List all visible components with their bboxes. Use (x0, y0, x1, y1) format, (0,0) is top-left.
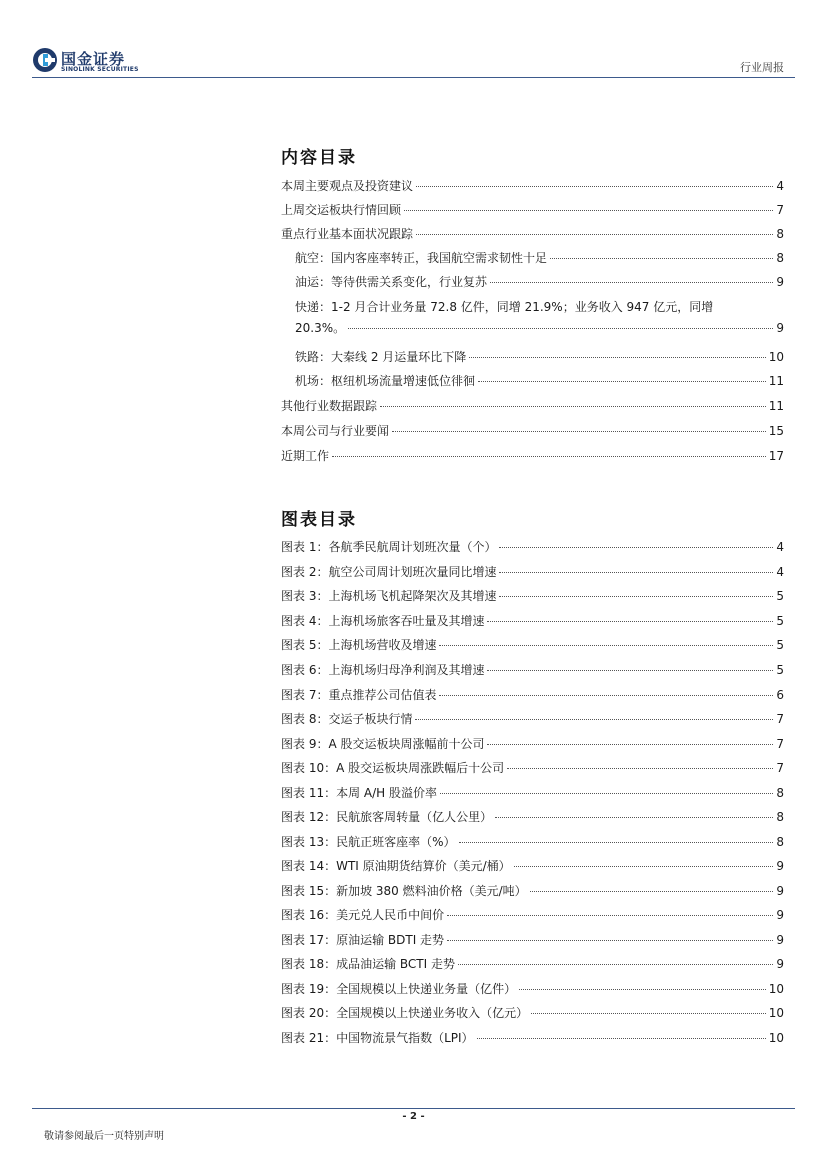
contents-title: 内容目录 (281, 148, 357, 168)
leader-dots (514, 866, 774, 867)
figure-entry[interactable] (281, 660, 784, 680)
toc-entry-page: 9 (776, 321, 784, 335)
figure-entry-page: 9 (776, 933, 784, 947)
toc-entry[interactable] (281, 176, 784, 196)
toc-subentry[interactable] (295, 347, 784, 367)
figure-entry-label: 图表 3：上海机场飞机起降架次及其增速 (281, 589, 497, 603)
leader-dots (440, 793, 773, 794)
figure-entry-page: 8 (776, 810, 784, 824)
figure-entry-label: 图表 4：上海机场旅客吞吐量及其增速 (281, 614, 485, 628)
figure-entry-label: 图表 2：航空公司周计划班次量同比增速 (281, 565, 497, 579)
toc-entry-page: 10 (768, 350, 784, 364)
toc-entry-label: 机场：枢纽机场流量增速低位徘徊 (295, 374, 476, 388)
figure-entry-label: 图表 11：本周 A/H 股溢价率 (281, 786, 437, 800)
toc-entry[interactable] (281, 200, 784, 220)
figure-entry-label: 图表 16：美元兑人民币中间价 (281, 908, 445, 922)
toc-entry-page: 4 (776, 179, 784, 193)
leader-dots (499, 547, 773, 548)
sinolink-logo (32, 46, 152, 76)
leader-dots (404, 210, 773, 211)
leader-dots (507, 768, 773, 769)
leader-dots (447, 940, 773, 941)
figure-entry-label: 图表 13：民航正班客座率（%） (281, 835, 456, 849)
leader-dots (487, 621, 773, 622)
figure-entry-label: 图表 6：上海机场归母净利润及其增速 (281, 663, 485, 677)
figure-entry[interactable] (281, 758, 784, 778)
figure-entry-page: 10 (768, 982, 784, 996)
figure-entry-page: 9 (776, 859, 784, 873)
leader-dots (415, 719, 773, 720)
figure-entry-page: 7 (776, 737, 784, 751)
page-number: - 2 - (402, 1111, 425, 1122)
toc-subentry[interactable] (295, 296, 784, 342)
toc-entry-label-line1: 快递：1-2 月合计业务量 72.8 亿件，同增 21.9%；业务收入 947 亿元，同增 (295, 300, 714, 314)
figure-entry[interactable] (281, 832, 784, 852)
leader-dots (499, 572, 773, 573)
figure-entry-page: 10 (768, 1006, 784, 1020)
figure-entry-page: 8 (776, 786, 784, 800)
figure-entry[interactable] (281, 685, 784, 705)
figure-entry-label: 图表 1：各航季民航周计划班次量（个） (281, 540, 497, 554)
sinolink-logo-icon (32, 46, 58, 74)
toc-entry-label: 油运：等待供需关系变化，行业复苏 (295, 275, 488, 289)
figure-entry-label: 图表 5：上海机场营收及增速 (281, 638, 437, 652)
figure-entry[interactable] (281, 562, 784, 582)
leader-dots (416, 234, 773, 235)
leader-dots (478, 381, 766, 382)
figure-entry[interactable] (281, 783, 784, 803)
figure-entry[interactable] (281, 611, 784, 631)
figure-entry-label: 图表 9：A 股交运板块周涨幅前十公司 (281, 737, 485, 751)
toc-entry-label: 近期工作 (281, 449, 330, 463)
figure-entry[interactable] (281, 537, 784, 557)
toc-subentry[interactable] (295, 248, 784, 268)
leader-dots (550, 258, 773, 259)
leader-dots (458, 964, 773, 965)
leader-dots (439, 695, 773, 696)
header-divider (32, 77, 795, 78)
figure-entry-page: 6 (776, 688, 784, 702)
figure-entry[interactable] (281, 635, 784, 655)
leader-dots (519, 989, 766, 990)
figure-entry[interactable] (281, 734, 784, 754)
figure-entry-label: 图表 12：民航旅客周转量（亿人公里） (281, 810, 493, 824)
figure-entry[interactable] (281, 881, 784, 901)
toc-entry-label: 其他行业数据跟踪 (281, 399, 378, 413)
toc-entry[interactable] (281, 446, 784, 466)
figure-entry-label: 图表 19：全国规模以上快递业务量（亿件） (281, 982, 517, 996)
figure-entry-page: 4 (776, 565, 784, 579)
leader-dots (531, 1013, 766, 1014)
figure-entry-label: 图表 20：全国规模以上快递业务收入（亿元） (281, 1006, 529, 1020)
leader-dots (487, 670, 773, 671)
figure-entry-page: 9 (776, 884, 784, 898)
toc-entry-page: 7 (776, 203, 784, 217)
figure-entry[interactable] (281, 930, 784, 950)
toc-entry-page: 9 (776, 275, 784, 289)
figure-entry-label: 图表 21：中国物流景气指数（LPI） (281, 1031, 474, 1045)
toc-subentry[interactable] (295, 272, 784, 292)
figure-entry[interactable] (281, 979, 784, 999)
toc-subentry[interactable] (295, 371, 784, 391)
toc-entry-page: 11 (768, 399, 784, 413)
figure-entry-page: 10 (768, 1031, 784, 1045)
disclaimer-note: 敬请参阅最后一页特别声明 (44, 1131, 164, 1142)
leader-dots (348, 328, 773, 329)
leader-dots (439, 645, 773, 646)
logo-chinese-name: 国金证券 (61, 50, 126, 68)
toc-entry-page: 11 (768, 374, 784, 388)
leader-dots (487, 744, 773, 745)
figure-entry-page: 7 (776, 712, 784, 726)
toc-entry[interactable] (281, 421, 784, 441)
leader-dots (447, 915, 773, 916)
leader-dots (530, 891, 774, 892)
toc-entry-page: 17 (768, 449, 784, 463)
figure-entry[interactable] (281, 807, 784, 827)
toc-entry-label-line2: 20.3%。 (295, 321, 346, 335)
figure-entry-label: 图表 17：原油运输 BDTI 走势 (281, 933, 445, 947)
figure-entry-page: 5 (776, 663, 784, 677)
figure-entry-label: 图表 7：重点推荐公司估值表 (281, 688, 437, 702)
figure-entry[interactable] (281, 709, 784, 729)
leader-dots (332, 456, 766, 457)
figure-entry[interactable] (281, 586, 784, 606)
leader-dots (490, 282, 773, 283)
leader-dots (380, 406, 766, 407)
figure-entry-label: 图表 14：WTI 原油期货结算价（美元/桶） (281, 859, 511, 873)
figure-entry[interactable] (281, 905, 784, 925)
toc-entry-label: 本周主要观点及投资建议 (281, 179, 414, 193)
leader-dots (416, 186, 773, 187)
figure-entry[interactable] (281, 1003, 784, 1023)
report-type-label: 行业周报 (740, 61, 784, 74)
figure-entry-page: 9 (776, 957, 784, 971)
leader-dots (495, 817, 773, 818)
toc-entry[interactable] (281, 396, 784, 416)
figure-entry-page: 5 (776, 589, 784, 603)
toc-entry-label: 铁路：大秦线 2 月运量环比下降 (295, 350, 467, 364)
figure-entry[interactable] (281, 1028, 784, 1048)
figure-entry-page: 5 (776, 614, 784, 628)
figure-entry-page: 7 (776, 761, 784, 775)
leader-dots (469, 357, 765, 358)
figure-entry-page: 4 (776, 540, 784, 554)
figure-entry-label: 图表 18：成品油运输 BCTI 走势 (281, 957, 455, 971)
toc-entry-page: 8 (776, 251, 784, 265)
figure-entry-label: 图表 15：新加坡 380 燃料油价格（美元/吨） (281, 884, 527, 898)
toc-entry-label: 重点行业基本面状况跟踪 (281, 227, 414, 241)
logo-english-name: SINOLINK SECURITIES (61, 66, 139, 73)
page-header (0, 0, 827, 80)
leader-dots (477, 1038, 766, 1039)
leader-dots (499, 596, 773, 597)
toc-entry-label: 上周交运板块行情回顾 (281, 203, 402, 217)
figure-entry-page: 5 (776, 638, 784, 652)
figure-entry-page: 8 (776, 835, 784, 849)
footer-divider (32, 1108, 795, 1109)
figure-entry-label: 图表 10：A 股交运板块周涨跌幅后十公司 (281, 761, 505, 775)
figure-entry[interactable] (281, 856, 784, 876)
figure-entry-label: 图表 8：交运子板块行情 (281, 712, 413, 726)
leader-dots (392, 431, 766, 432)
figure-entry-page: 9 (776, 908, 784, 922)
toc-entry-label: 本周公司与行业要闻 (281, 424, 390, 438)
figure-entry[interactable] (281, 954, 784, 974)
leader-dots (459, 842, 774, 843)
toc-entry[interactable] (281, 224, 784, 244)
toc-entry-label: 航空：国内客座率转正，我国航空需求韧性十足 (295, 251, 548, 265)
toc-entry-page: 8 (776, 227, 784, 241)
figures-title: 图表目录 (281, 510, 357, 530)
toc-entry-page: 15 (768, 424, 784, 438)
